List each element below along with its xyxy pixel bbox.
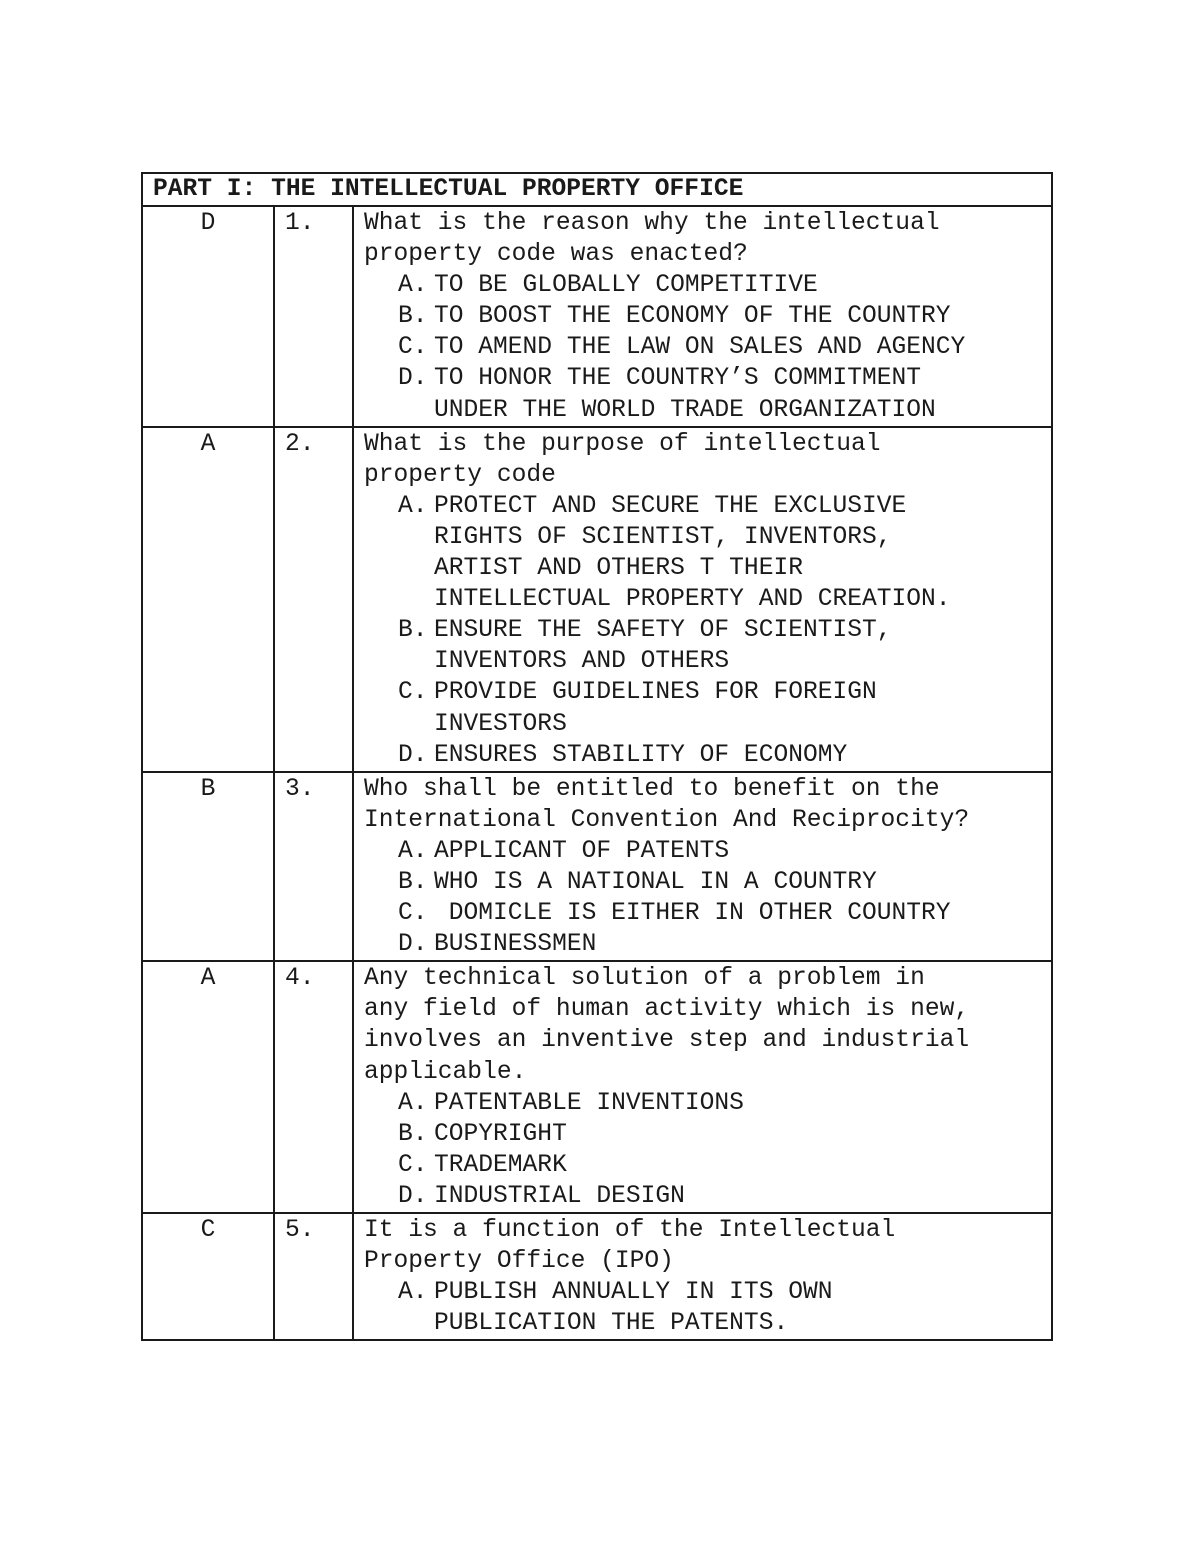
option-item bbox=[364, 1181, 1047, 1212]
question-text: What is the reason why the intellectual property code was enacted? bbox=[364, 210, 940, 269]
option-item bbox=[364, 1088, 1047, 1119]
option-text: BUSINESSMEN bbox=[434, 931, 597, 959]
question-cell bbox=[353, 772, 1052, 962]
option-item bbox=[364, 677, 1047, 739]
option-letter: A. bbox=[398, 272, 428, 300]
question-row bbox=[142, 772, 1052, 962]
question-number: 3. bbox=[274, 772, 353, 962]
question-cell bbox=[353, 1213, 1052, 1340]
answer-key: A bbox=[142, 961, 274, 1213]
option-item bbox=[364, 867, 1047, 898]
option-item bbox=[364, 1150, 1047, 1181]
option-text: TO BE GLOBALLY COMPETITIVE bbox=[434, 272, 818, 300]
option-item bbox=[364, 836, 1047, 867]
option-letter: C. bbox=[398, 334, 428, 362]
option-letter: C. bbox=[398, 900, 428, 928]
option-list bbox=[364, 270, 1047, 425]
question-row bbox=[142, 206, 1052, 427]
option-text: TRADEMARK bbox=[434, 1151, 567, 1179]
section-header: PART I: THE INTELLECTUAL PROPERTY OFFICE bbox=[142, 173, 1052, 206]
question-number: 5. bbox=[274, 1213, 353, 1340]
option-item bbox=[364, 1277, 1047, 1339]
quiz-body bbox=[142, 173, 1052, 1340]
option-text: PROVIDE GUIDELINES FOR FOREIGN INVESTORS bbox=[434, 679, 877, 738]
option-item bbox=[364, 491, 1047, 615]
question-text: What is the purpose of intellectual property code bbox=[364, 430, 881, 489]
question-row bbox=[142, 427, 1052, 772]
answer-key: B bbox=[142, 772, 274, 962]
option-letter: B. bbox=[398, 617, 428, 645]
question-cell bbox=[353, 427, 1052, 772]
option-letter: D. bbox=[398, 931, 428, 959]
option-letter: D. bbox=[398, 1182, 428, 1210]
option-text: WHO IS A NATIONAL IN A COUNTRY bbox=[434, 868, 877, 896]
option-text: COPYRIGHT bbox=[434, 1120, 567, 1148]
option-text: APPLICANT OF PATENTS bbox=[434, 837, 730, 865]
option-letter: D. bbox=[398, 741, 428, 769]
question-row bbox=[142, 1213, 1052, 1340]
option-text: PATENTABLE INVENTIONS bbox=[434, 1089, 744, 1117]
option-letter: A. bbox=[398, 837, 428, 865]
question-number: 1. bbox=[274, 206, 353, 427]
option-letter: A. bbox=[398, 1089, 428, 1117]
option-text: TO AMEND THE LAW ON SALES AND AGENCY bbox=[434, 334, 966, 362]
option-text: PROTECT AND SECURE THE EXCLUSIVE RIGHTS OF SCIENTIST, INVENTORS, ARTIST AND OTHERS T THEIR INTELLECTUAL PROPERTY AND CREATION. bbox=[434, 492, 951, 614]
option-item bbox=[364, 363, 1047, 425]
question-number: 2. bbox=[274, 427, 353, 772]
option-item bbox=[364, 1119, 1047, 1150]
option-list bbox=[364, 491, 1047, 771]
option-item bbox=[364, 615, 1047, 677]
option-letter: B. bbox=[398, 1120, 428, 1148]
question-row bbox=[142, 961, 1052, 1213]
option-text: ENSURE THE SAFETY OF SCIENTIST, INVENTORS AND OTHERS bbox=[434, 617, 892, 676]
option-text: PUBLISH ANNUALLY IN ITS OWN PUBLICATION THE PATENTS. bbox=[434, 1279, 833, 1338]
question-cell bbox=[353, 961, 1052, 1213]
answer-key: D bbox=[142, 206, 274, 427]
question-cell bbox=[353, 206, 1052, 427]
option-letter: C. bbox=[398, 1151, 428, 1179]
question-text: Who shall be entitled to benefit on the International Convention And Reciprocity? bbox=[364, 775, 970, 834]
option-text: DOMICLE IS EITHER IN OTHER COUNTRY bbox=[434, 900, 951, 928]
option-text: ENSURES STABILITY OF ECONOMY bbox=[434, 741, 848, 769]
option-text: INDUSTRIAL DESIGN bbox=[434, 1182, 685, 1210]
answer-key: A bbox=[142, 427, 274, 772]
answer-key: C bbox=[142, 1213, 274, 1340]
option-letter: A. bbox=[398, 1279, 428, 1307]
option-text: TO HONOR THE COUNTRY’S COMMITMENT UNDER THE WORLD TRADE ORGANIZATION bbox=[434, 365, 936, 424]
option-text: TO BOOST THE ECONOMY OF THE COUNTRY bbox=[434, 303, 951, 331]
question-text: It is a function of the Intellectual Property Office (IPO) bbox=[364, 1217, 896, 1276]
option-item bbox=[364, 898, 1047, 929]
option-item bbox=[364, 332, 1047, 363]
option-letter: B. bbox=[398, 303, 428, 331]
header-row bbox=[142, 173, 1052, 206]
option-letter: D. bbox=[398, 365, 428, 393]
option-letter: B. bbox=[398, 868, 428, 896]
question-number: 4. bbox=[274, 961, 353, 1213]
option-list bbox=[364, 1088, 1047, 1212]
quiz-table bbox=[141, 172, 1053, 1341]
option-item bbox=[364, 929, 1047, 960]
option-list bbox=[364, 836, 1047, 960]
option-item bbox=[364, 270, 1047, 301]
question-text: Any technical solution of a problem in any field of human activity which is new, involves an inventive step and industrial applicable. bbox=[364, 965, 970, 1086]
option-letter: C. bbox=[398, 679, 428, 707]
option-item bbox=[364, 301, 1047, 332]
option-list bbox=[364, 1277, 1047, 1339]
option-item bbox=[364, 740, 1047, 771]
option-letter: A. bbox=[398, 492, 428, 520]
